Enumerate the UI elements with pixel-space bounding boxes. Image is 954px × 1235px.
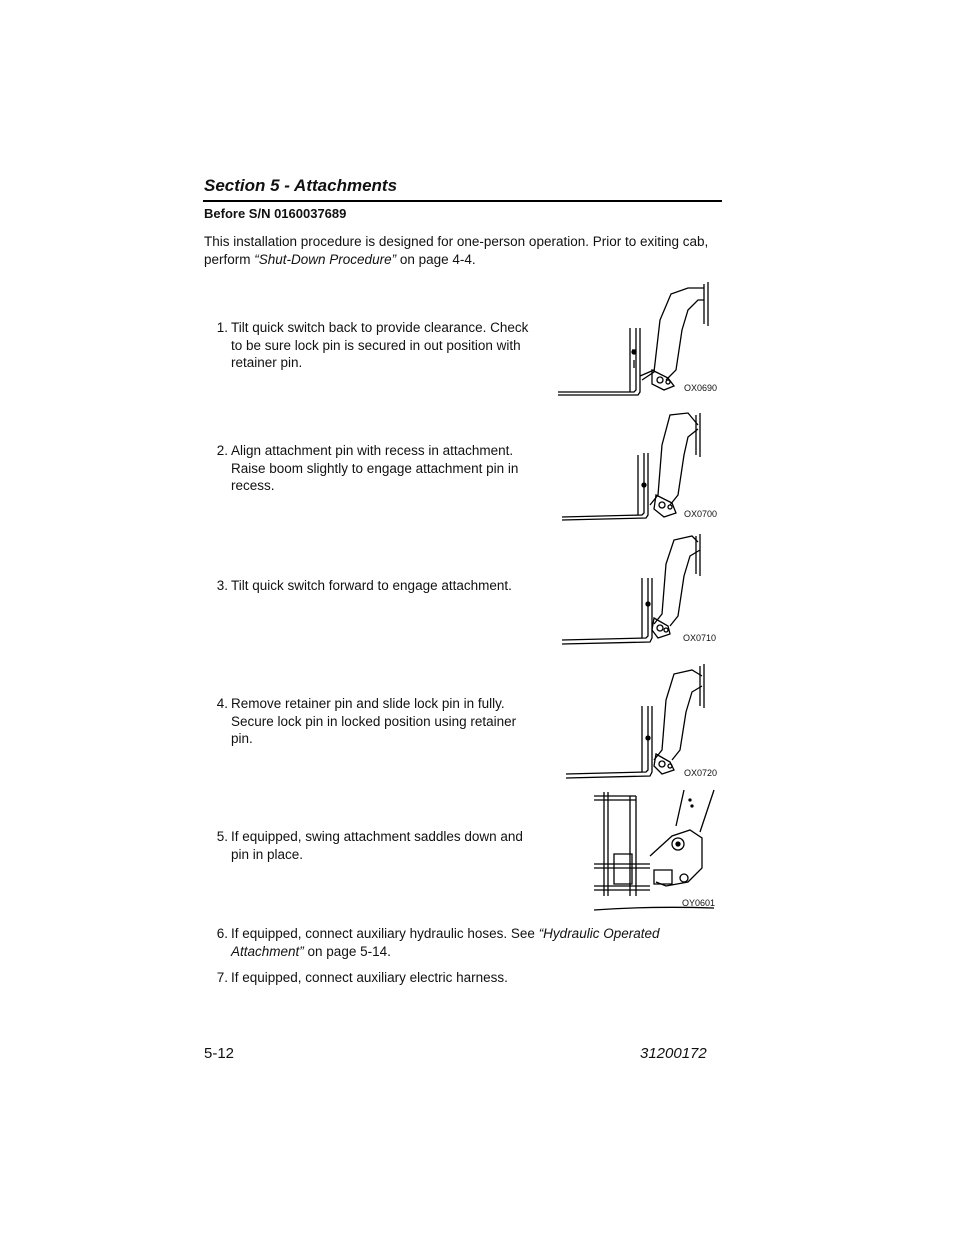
step-text: Tilt quick switch forward to engage attachment. [231,578,512,593]
step-3 [204,577,564,597]
step-number: 2. [216,443,228,458]
step-7 [204,969,724,989]
doc-number: 31200172 [640,1045,707,1062]
intro-line-2: perform “Shut-Down Procedure” on page 4-4. [204,251,476,267]
page-number: 5-12 [204,1045,235,1062]
hydraulic-operated-attachment-link-cont[interactable]: Attachment” [231,943,304,959]
intro-line-1: This installation procedure is designed for one-person operation. Prior to exiting cab, [204,234,709,249]
step-6 [204,925,724,965]
subheading: Before S/N 0160037689 [204,206,347,221]
figure-caption: OY0601 [682,898,716,908]
step-text: Align attachment pin with recess in attachment. Raise boom slightly to engage attachment pin in recess. [231,443,519,493]
step-text: If equipped, connect auxiliary hydraulic hoses. See “Hydraulic Operated Attachment” on page 5-14. [231,926,660,959]
figure-caption: OX0710 [683,633,717,643]
figure-caption: OX0720 [684,768,718,778]
figure-ox0690 [556,280,726,400]
step-number: 4. [216,696,228,711]
step-1 [204,319,564,379]
figure-oy0601 [590,786,720,912]
step-number: 6. [216,926,228,941]
hydraulic-operated-attachment-link[interactable]: “Hydraulic Operated [538,926,660,941]
header-rule [203,200,722,202]
intro-paragraph [204,233,729,268]
step-number: 5. [216,829,228,844]
step-5 [204,828,564,868]
step-4 [204,695,564,755]
figure-caption: OX0700 [684,509,718,519]
step-text: Tilt quick switch back to provide clearance. Check to be sure lock pin is secured in out position with retainer pin. [231,320,529,370]
step-text: If equipped, connect auxiliary electric harness. [231,970,508,985]
step-2 [204,442,564,502]
step-number: 3. [216,578,228,593]
step-text: Remove retainer pin and slide lock pin in fully. Secure lock pin in locked position using retainer pin. [231,696,517,746]
figure-ox0720 [562,656,732,780]
section-title: Section 5 - Attachments [204,176,398,195]
step-number: 1. [216,320,228,335]
step-text: If equipped, swing attachment saddles down and pin in place. [231,829,523,862]
figure-caption: OX0690 [684,383,718,393]
figure-ox0700 [558,405,728,525]
step-number: 7. [216,970,228,985]
figure-ox0710 [558,530,728,650]
shut-down-procedure-link[interactable]: “Shut-Down Procedure” [254,251,397,267]
